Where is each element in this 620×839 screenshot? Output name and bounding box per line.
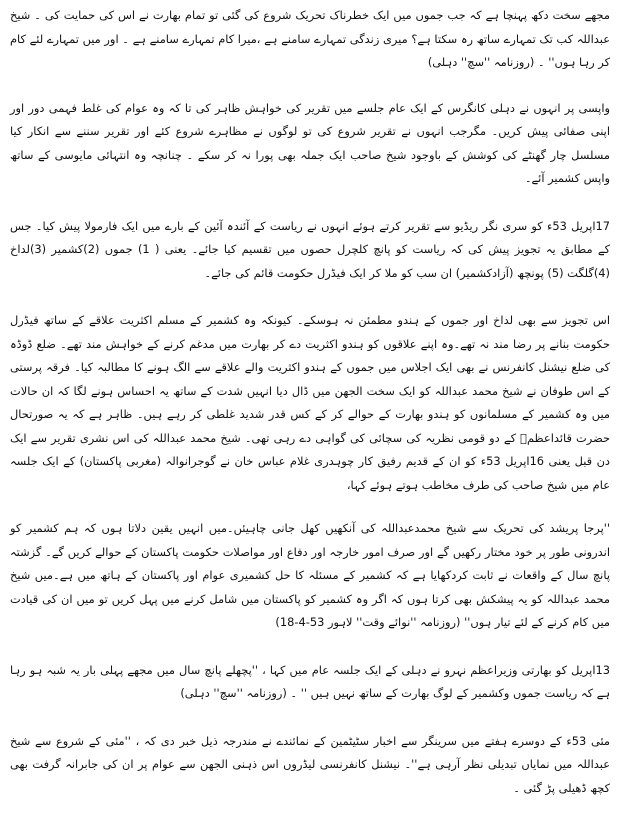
paragraph-spacer (10, 635, 610, 659)
paragraph-6: 13اپریل کو بھارتی وزیراعظم نہرو نے دہلی کے ایک جلسہ عام میں کہا ، ''پچھلے پانچ سال میں مجھے پہلی بار یہ شبہ ہو رہا ہے کہ ریاست جموں وکشمیر کے لوگ بھارت کے ساتھ نہیں ہیں '' ۔ (روزنامہ ''سچ'' دہلی) (10, 662, 610, 700)
paragraph-spacer (10, 285, 610, 309)
paragraph-3: 17اپریل 53ء کو سری نگر ریڈیو سے تقریر کرتے ہوئے انہوں نے ریاست کے آئندہ آئین کے بارے میں ایک فارمولا پیش کیا۔ جس کے مطابق یہ تجویز پیش کی کہ ریاست کو پانچ کلچرل حصوں میں تقسیم کیا جائے۔ یعنی ( 1) جموں (2)کشمیر (3)لداخ (4)گلگت (5) پونچھ (آزادکشمیر) ان سب کو ملا کر ایک فیڈرل حکومت قائم کی جائے۔ (10, 218, 610, 280)
paragraph-7: مئی 53ء کے دوسرے ہفتے میں سرینگر سے اخبار سٹیٹمین کے نمائندے نے مندرجہ ذیل خبر دی کہ ، ''مئی کے شروع سے شیخ عبداللہ میں نمایاں تبدیلی نظر آرہی ہے''۔ نیشنل کانفرنسی لیڈروں اس ذہنی الجھن سے عوام پر ان کی جابرانہ گرفت بھی کچھ ڈھیلی پڑ گئی ۔ (10, 733, 611, 795)
paragraph-spacer (10, 706, 610, 730)
paragraph-spacer (10, 191, 610, 215)
quote-paragraph: ''پرجا پریشد کی تحریک سے شیخ محمدعبداللہ کی آنکھیں کھل جانی چاہیئں۔میں انہیں یقین دلاتا ہوں کہ ہم کشمیر کو اندرونی طور پر خود مختار رکھیں گے اور صرف امور خارجہ اور دفاع اور مواصلات حکومت پاکستان کے حوالے کریں گے۔ گزشتہ پانچ سال کے واقعات نے ثابت کردکھایا ہے کہ کشمیر کے مسئلہ کا حل کشمیری عوام اور پاکستان کے ہاتھ میں ہے۔میں شیخ محمد عبداللہ کو یہ پیشکش بھی کرتا ہوں کہ اگر وہ کشمیر کو پاکستان میں شامل کرنے میں پہل کریں تو میں ان کی قیادت میں کام کرنے کے لئے تیار ہوں'' (روزنامہ ''نوائے وقت'' لاہور 53-4-18) (10, 521, 610, 629)
paragraph-4: اس تجویز سے بھی لداخ اور جموں کے ہندو مطمئن نہ ہوسکے۔ کیونکہ وہ کشمیر کے مسلم اکثریت علاقے کے ساتھ فیڈرل حکومت بنانے پر رضا مند نہ تھے۔وہ اپنے علاقوں کو ہندو اکثریت دے کر بھارت میں مدغم کرنے کے خواہش مند تھے۔ ضلع ڈوڈہ کی ضلع نیشنل کانفرنس نے بھی ایک اجلاس میں جموں کے ہندو اکثریت والے علاقے سے الگ ہونے کا مطالبہ کیا۔ فرقہ پرستی کے اس طوفان نے شیخ محمد عبداللہ کو ایک سخت الجھن میں ڈال دیا انہیں شدت کے ساتھ یہ احساس ہونے لگا کہ ان حالات میں وہ کشمیر کے مسلمانوں کو ہندو بھارت کے حوالے کر کے کس قدر شدید غلطی کر رہے ہیں۔ ظاہر ہے کہ یہ صورتحال حضرت قائداعظمؒ کے دو قومی نظریہ کی سچائی کی گواہی دے رہی تھی۔ شیخ محمد عبداللہ کی اس نشری تقریر سے ایک دن قبل یعنی 16اپریل 53ء کو ان کے قدیم رفیق کار چوہدری غلام عباس خان نے گوجرانوالہ (مغربی پاکستان) کے ایک جلسہ عام میں شیخ صاحب کی طرف مخاطب ہوتے ہوئے کہا، (10, 313, 611, 492)
paragraph-spacer (10, 497, 610, 517)
paragraph-2: واپسی پر انہوں نے دہلی کانگرس کے ایک عام جلسے میں تقریر کی خواہش ظاہر کی تا کہ وہ عوام کی غلط فہمی دور اور اپنی صفائی پیش کریں۔ مگرجب انہوں نے تقریر شروع کی تو لوگوں نے مظاہرے شروع کئے اور تقریر سننے سے انکار کیا مسلسل چار گھنٹے کی کوشش کے باوجود شیخ صاحب ایک جملہ بھی پورا نہ کر سکے ۔ چنانچہ وہ انتہائی مایوسی کے ساتھ واپس کشمیر آئے۔ (10, 100, 610, 185)
paragraph-spacer (10, 75, 610, 97)
paragraph-1: مجھے سخت دکھ پہنچا ہے کہ جب جموں میں ایک خطرناک تحریک شروع کی گئی تو تمام بھارت نے اس کی حمایت کی ۔ شیخ عبداللہ کب تک تمہارے ساتھ رہ سکتا ہے؟ میری زندگی تمہارے سامنے ہے ،میرا کام تمہارے سامنے ہے ۔ اور میں تمہارے لئے کام کر رہا ہوں'' ۔ (روزنامہ ''سچ'' دہلی) (10, 8, 610, 69)
